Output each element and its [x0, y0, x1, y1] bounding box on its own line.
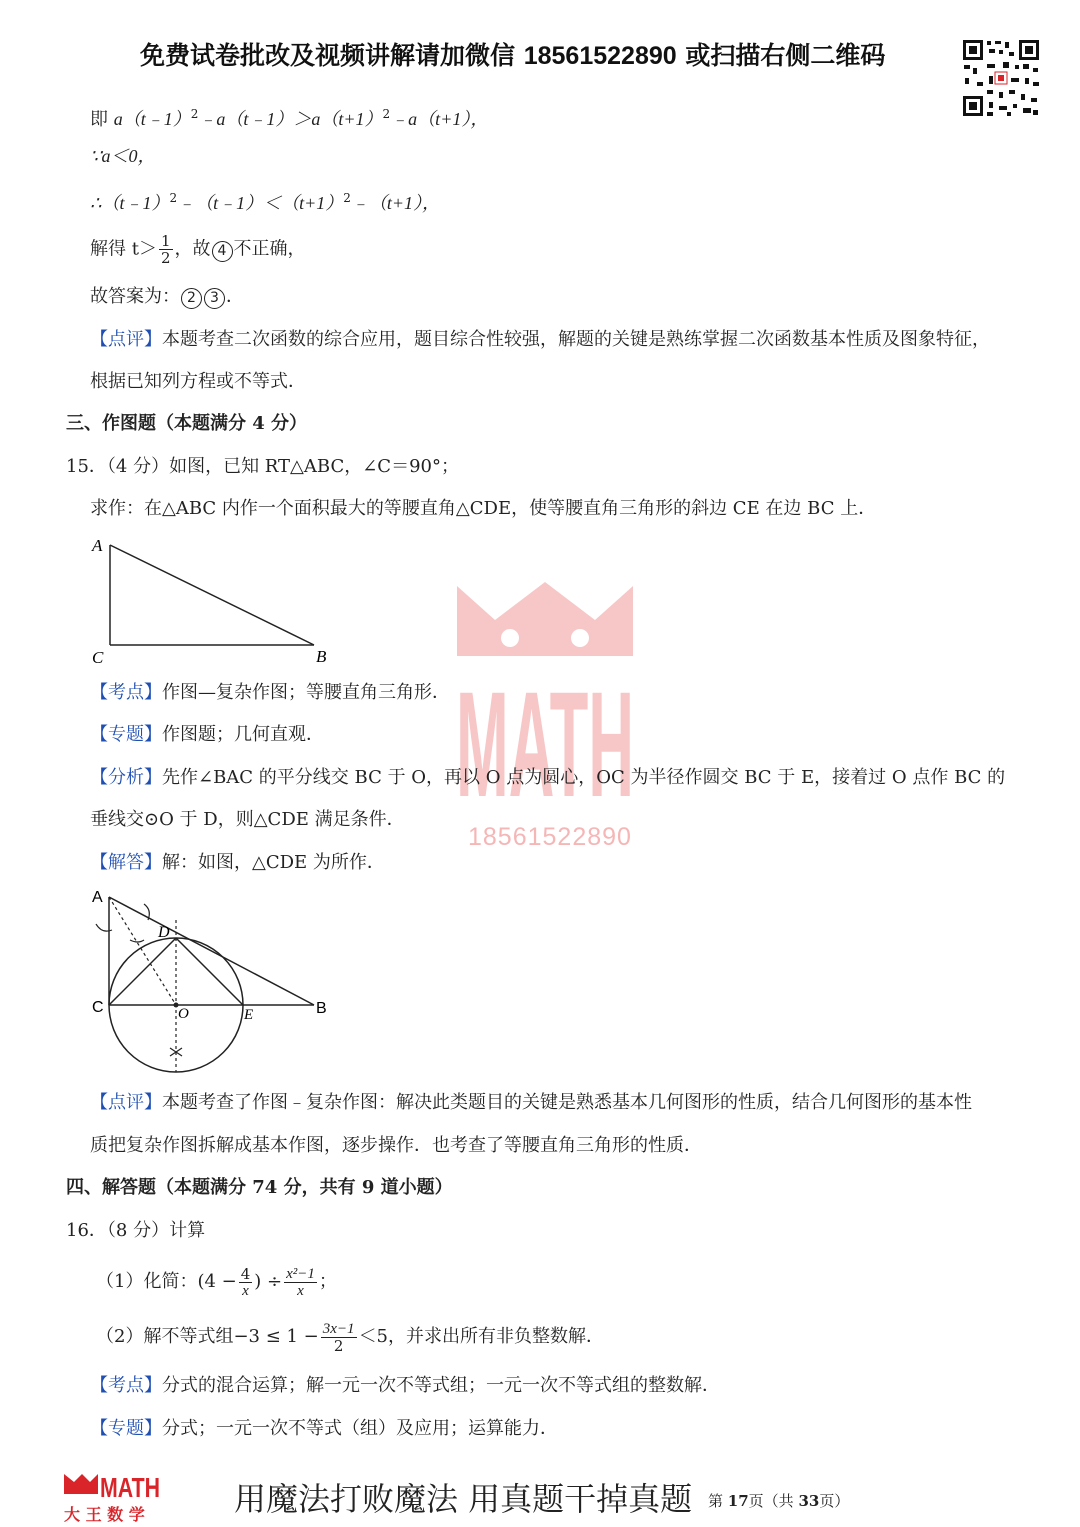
label-a: A	[92, 536, 103, 555]
qr-code-icon[interactable]	[961, 38, 1041, 118]
page-header	[140, 36, 885, 72]
svg-text:大 王 数 学: 大 王 数 学	[64, 1505, 145, 1524]
svg-text:MATH: MATH	[456, 660, 634, 808]
footer-slogan: 用魔法打败魔法 用真题干掉真题	[234, 1480, 693, 1518]
answer: 【解答】解：如图，△CDE 为所作．	[90, 852, 385, 873]
header-text-post: 或扫描右侧二维码	[676, 41, 886, 70]
comment-tag: 【点评】	[90, 329, 162, 350]
math-logo-icon	[62, 1470, 162, 1526]
label-e: E	[244, 1007, 254, 1023]
comment-2: 【点评】本题考查了作图﹣复杂作图：解决此类题目的关键是熟悉基本几何图形的性质，结合几何图形的基本性	[90, 1092, 972, 1113]
svg-text:MATH: MATH	[100, 1472, 160, 1503]
section-3-heading: 三、作图题（本题满分 4 分）	[66, 413, 308, 434]
analysis: 【分析】先作∠BAC 的平分线交 BC 于 O，再以 O 点为圆心，OC 为半径作圆交 BC 于 E，接着过 O 点作 BC 的	[90, 767, 1006, 788]
question-15: 15．（4 分）如图，已知 RT△ABC，∠C＝90°；	[66, 456, 459, 477]
header-phone: 18561522890	[523, 42, 677, 70]
circled-number-4: 4	[212, 241, 233, 262]
question-16-part-1: （1）化简：(4 − $\frac{4}{x}$ ) ÷ $\frac{\text{x²−1}}{x}$ ；	[96, 1264, 337, 1299]
header-text-pre: 免费试卷批改及视频讲解请加微信	[140, 41, 524, 70]
comment-1-cont: 根据已知列方程或不等式．	[90, 371, 306, 392]
label-a: A	[92, 889, 103, 906]
answer-line: 故答案为： 2 3 ．	[90, 286, 244, 307]
circled-number-2: 2	[181, 288, 202, 309]
fraction-3x-minus-1-over-2: $\frac{3x-1}{2}$	[322, 1320, 355, 1355]
solution-line-3: $\therefore(t﹣1)^2﹣(t﹣1)<(t+1)^2﹣(t+1)$，	[90, 191, 441, 213]
label-b: B	[316, 1000, 327, 1017]
question-16: 16．（8 分）计算	[66, 1220, 206, 1241]
topic: 【专题】作图题；几何直观．	[90, 724, 324, 745]
circled-number-3: 3	[204, 288, 225, 309]
question-16-part-2: （2）解不等式组−3 ≤ 1 − $\frac{3x-1}{2}$ ＜5，并求出所有非负整数解．	[96, 1320, 605, 1355]
solution-line-2: ∵a＜0，	[90, 146, 156, 166]
triangle-figure	[86, 530, 346, 670]
fraction-one-half: $\frac{1}{2}$	[160, 232, 171, 267]
comment-2-cont: 质把复杂作图拆解成基本作图，逐步操作．也考查了等腰直角三角形的性质．	[90, 1135, 702, 1156]
watermark-phone: 18561522890	[468, 823, 632, 851]
question-15-task: 求作：在△ABC 内作一个面积最大的等腰直角△CDE，使等腰直角三角形的斜边 CE 在边 BC 上．	[90, 498, 877, 519]
solution-line-4: 解得 t＞ $\frac{1}{2}$ ，故 4 不正确，	[90, 232, 306, 267]
label-d: D	[158, 924, 170, 941]
analysis-cont: 垂线交⊙O 于 D，则△CDE 满足条件．	[90, 809, 405, 830]
fraction-x2-minus-1-over-x: $\frac{\text{x²−1}}{x}$	[286, 1265, 315, 1299]
topic-16: 【专题】分式；一元一次不等式（组）及应用；运算能力．	[90, 1418, 558, 1439]
label-c: C	[92, 648, 104, 667]
construction-figure	[86, 882, 346, 1082]
label-c: C	[92, 999, 104, 1016]
key-points: 【考点】作图—复杂作图；等腰直角三角形．	[90, 682, 450, 703]
section-4-heading: 四、解答题（本题满分 74 分，共有 9 道小题）	[66, 1177, 453, 1198]
page-number: 第 17页（共 33页）	[708, 1492, 850, 1510]
key-points-16: 【考点】分式的混合运算；解一元一次不等式组；一元一次不等式组的整数解．	[90, 1375, 720, 1396]
comment-1: 【点评】本题考查二次函数的综合应用，题目综合性较强，解题的关键是熟练掌握二次函数基本性质及图象特征，	[90, 329, 990, 350]
label-o: O	[178, 1006, 189, 1022]
solution-line-1: 即 $a(t﹣1)^2﹣a(t﹣1)>a(t+1)^2﹣a(t+1)$，	[90, 107, 489, 130]
label-b: B	[316, 647, 327, 666]
fraction-4-over-x: $\frac{4}{x}$	[240, 1264, 251, 1299]
